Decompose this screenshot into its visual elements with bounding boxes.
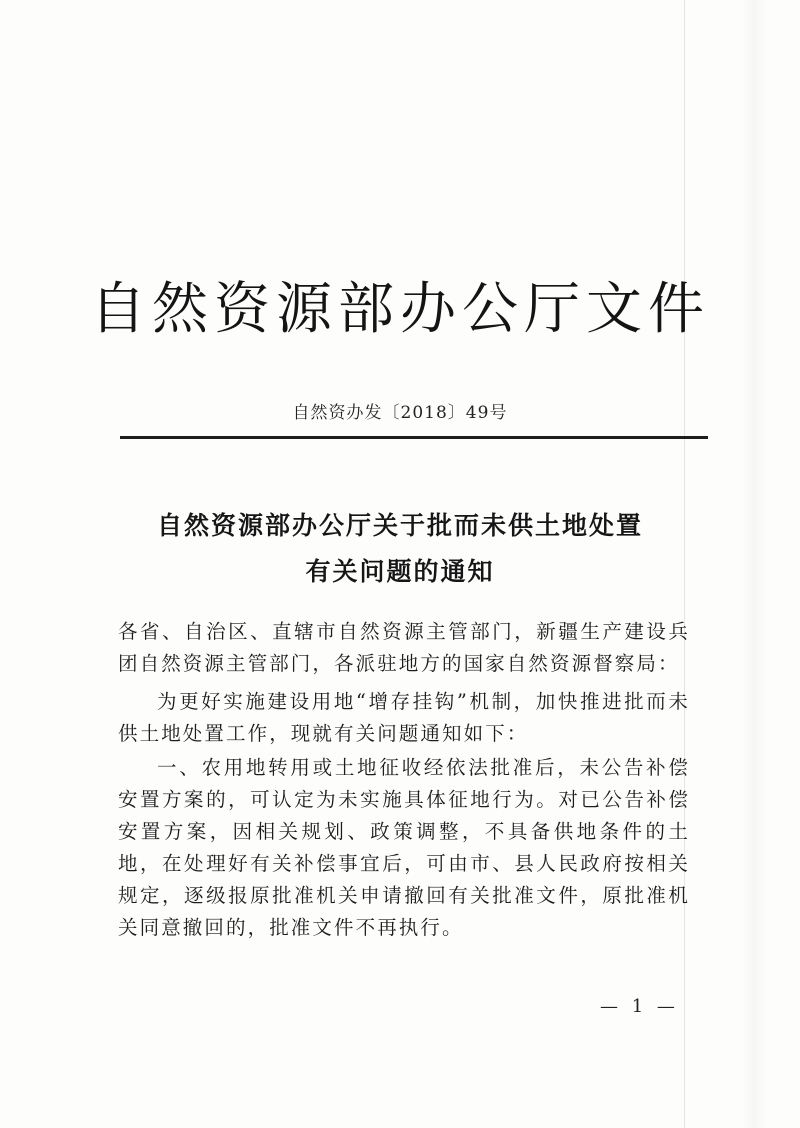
intro-paragraph: 为更好实施建设用地“增存挂钩”机制，加快推进批而未供土地处置工作，现就有关问题通知如下： (118, 690, 690, 745)
document-title-line1: 自然资源部办公厅关于批而未供土地处置 (156, 511, 643, 540)
salutation-paragraph: 各省、自治区、直辖市自然资源主管部门，新疆生产建设兵团自然资源主管部门，各派驻地方的国家自然资源督察局： (118, 620, 690, 675)
issuer-header: 自然资源部办公厅文件 (90, 277, 710, 342)
document-title-line2: 有关问题的通知 (305, 557, 495, 586)
item-1-paragraph: 一、农用地转用或土地征收经依法批准后，未公告补偿安置方案的，可认定为未实施具体征地行为。对已公告补偿安置方案，因相关规划、政策调整，不具备供地条件的土地，在处理好有关补偿事宜后，可由市、县人民政府按相关规定，逐级报原批准机关申请撤回有关批准文件，原批准机关同意撤回的，批准文件不再执行。 (118, 756, 690, 939)
header-divider (120, 436, 708, 439)
page-number: — 1 — (600, 996, 679, 1017)
document-number: 自然资办发〔2018〕49号 (292, 403, 508, 423)
